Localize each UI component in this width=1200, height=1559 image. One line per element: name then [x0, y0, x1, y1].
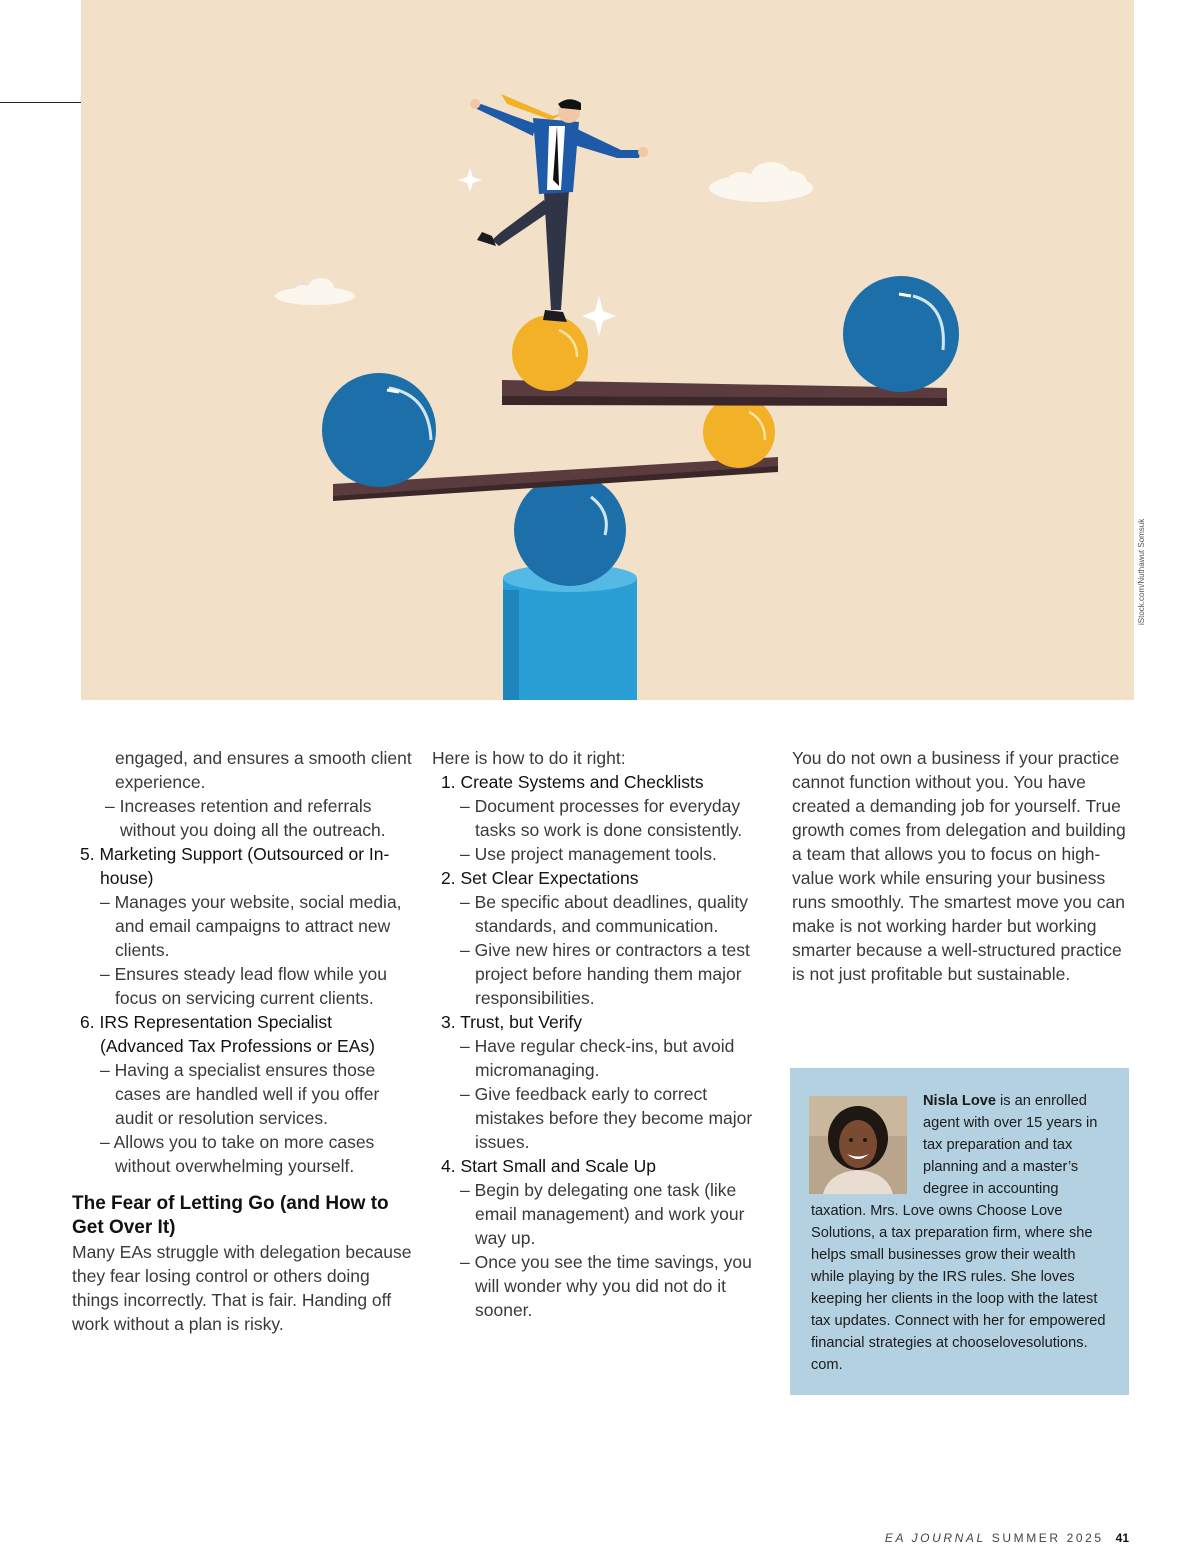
step-2-title: 2. Set Clear Expectations	[441, 868, 639, 888]
step-4-bullet-2: – Once you see the time savings, you will wonder why you did not do it sooner.	[460, 1252, 752, 1320]
conclusion-text: You do not own a business if your practice cannot function without you. You have created a demanding job for yourself. True growth comes from delegation and building a team that allows you to focus on high-value work while ensuring your business runs smoothly. The smartest move you can make is not working harder but working smarter because a well-structured practice is not just profitable but sustainable.	[792, 748, 1126, 984]
column-3	[792, 746, 1137, 986]
intro-text: Here is how to do it right:	[432, 748, 626, 768]
author-name: Nisla Love	[923, 1093, 996, 1109]
author-description: is an enrolled agent with over 15 years in tax preparation and tax planning and a master’s degree in accounting taxation. Mrs. Love owns Choose Love Solutions, a tax preparation firm, where she helps small businesses grow their wealth while playing by the IRS rules. She loves keeping her clients in the loop with the latest tax updates. Connect with her for empowered financial strategies at chooselovesolutions. com.	[811, 1093, 1106, 1373]
author-bio-text	[811, 1090, 1111, 1376]
photo-credit: iStock.com/Nuthawut Somsuk	[1137, 518, 1146, 625]
continued-text: engaged, and ensures a smooth client experience.	[115, 748, 412, 792]
item-6-title: 6. IRS Representation Specialist (Advanced Tax Professions or EAs)	[80, 1012, 375, 1056]
businessman	[470, 94, 648, 322]
section-heading: The Fear of Letting Go (and How to Get Over It)	[72, 1193, 389, 1238]
item-5-bullet-1: – Manages your website, social media, and email campaigns to attract new clients.	[100, 892, 402, 960]
item-6-bullet-1: – Having a specialist ensures those cases are handled well if you offer audit or resolution services.	[100, 1060, 380, 1128]
item-5-bullet-2: – Ensures steady lead flow while you focus on servicing current clients.	[100, 964, 387, 1008]
item-5-title: 5. Marketing Support (Outsourced or In-house)	[80, 844, 390, 888]
sparkle-2	[582, 296, 616, 336]
hero-illustration	[81, 0, 1134, 700]
step-3-title: 3. Trust, but Verify	[441, 1012, 583, 1032]
page-number: 41	[1115, 1531, 1129, 1545]
step-2-bullet-1: – Be specific about deadlines, quality standards, and communication.	[460, 892, 748, 936]
balancing-businessman-illustration	[81, 0, 1134, 700]
step-3-bullet-1: – Have regular check-ins, but avoid micromanaging.	[460, 1036, 735, 1080]
journal-name: EA JOURNAL	[884, 1531, 986, 1545]
step-1-bullet-1: – Document processes for everyday tasks so work is done consistently.	[460, 796, 743, 840]
cloud-left	[275, 278, 355, 305]
step-4-bullet-1: – Begin by delegating one task (like email management) and work your way up.	[460, 1180, 745, 1248]
item-6-bullet-2: – Allows you to take on more cases without overwhelming yourself.	[100, 1132, 375, 1176]
cloud-right	[709, 162, 813, 202]
issue-label: SUMMER 2025	[991, 1531, 1104, 1545]
column-1	[72, 746, 417, 1336]
step-4-title: 4. Start Small and Scale Up	[441, 1156, 656, 1176]
step-1-bullet-2: – Use project management tools.	[460, 844, 717, 864]
page-footer	[885, 1531, 1129, 1545]
sparkle-1	[458, 168, 482, 192]
step-2-bullet-2: – Give new hires or contractors a test project before handing them major responsibilities.	[460, 940, 750, 1008]
bullet-retention: – Increases retention and referrals without you doing all the outreach.	[105, 796, 386, 840]
column-2	[432, 746, 777, 1322]
section-body: Many EAs struggle with delegation because they fear losing control or others doing things incorrectly. That is fair. Handing off work without a plan is risky.	[72, 1242, 412, 1334]
step-3-bullet-2: – Give feedback early to correct mistakes before they become major issues.	[460, 1084, 753, 1152]
author-bio-box	[790, 1068, 1129, 1395]
step-1-title: 1. Create Systems and Checklists	[441, 772, 704, 792]
top-left-rule	[0, 102, 81, 103]
